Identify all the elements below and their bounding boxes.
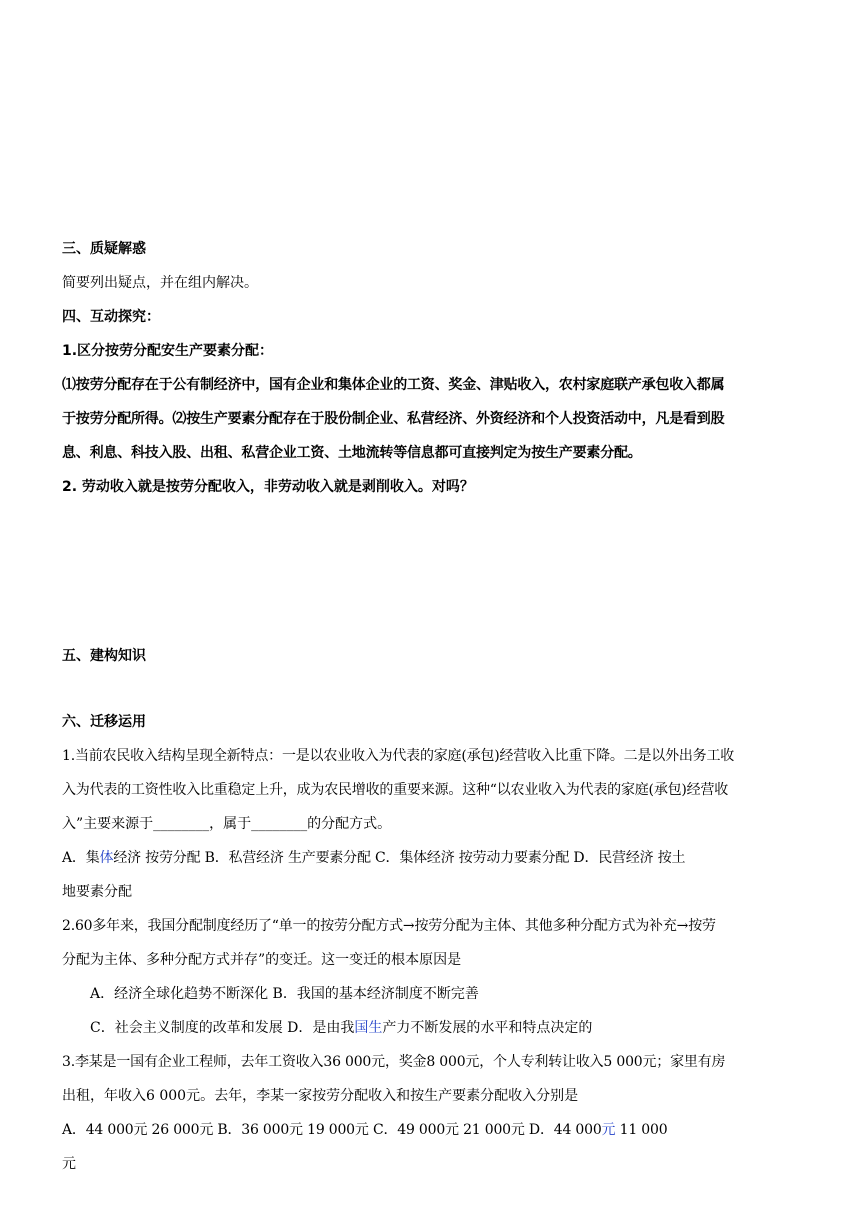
- q1-option-a-highlight: 体: [99, 850, 114, 866]
- section-3-title: 三、质疑解惑: [62, 241, 146, 257]
- q2-options-cd: [90, 1018, 592, 1038]
- q3-line-1: 3.李某是一国有企业工程师，去年工资收入36 000元，奖金8 000元，个人专利转让收入5 000元；家里有房: [62, 1054, 726, 1070]
- q3-options-prefix: A．44 000元 26 000元 B．36 000元 19 000元 C．49 000元 21 000元 D．44 000: [62, 1122, 602, 1138]
- q2-option-d-rest: 产力不断发展的水平和特点决定的: [382, 1020, 593, 1036]
- section-4-title: 四、互动探究：: [62, 309, 160, 325]
- q3-options: [62, 1120, 667, 1140]
- section-6-title: 六、迁移运用: [62, 714, 146, 730]
- q3-line-4: 元: [62, 1156, 76, 1172]
- q1-options-rest: 经济 按劳分配 B．私营经济 生产要素分配 C．集体经济 按劳动力要素分配 D．民营经济 按土: [113, 850, 686, 866]
- section-4-paragraph-line-2: 于按劳分配所得。⑵按生产要素分配存在于股份制企业、私营经济、外资经济和个人投资活动中，凡是看到股: [62, 411, 725, 427]
- q3-option-d-highlight: 元: [601, 1122, 616, 1138]
- q3-line-2: 出租，年收入6 000元。去年，李某一家按劳分配收入和按生产要素分配收入分别是: [62, 1088, 579, 1104]
- section-5-title: 五、建构知识: [62, 648, 146, 664]
- q1-line-1: 1.当前农民收入结构呈现全新特点：一是以农业收入为代表的家庭(承包)经营收入比重下降。二是以外出务工收: [62, 748, 735, 764]
- section-4-paragraph-line-3: 息、利息、科技入股、出租、私营企业工资、土地流转等信息都可直接判定为按生产要素分配。: [62, 445, 642, 461]
- q2-options-ab: A．经济全球化趋势不断深化 B．我国的基本经济制度不断完善: [90, 986, 479, 1002]
- section-4-paragraph-line-1: ⑴按劳分配存在于公有制经济中，国有企业和集体企业的工资、奖金、津贴收入，农村家庭联产承包收入都属: [62, 377, 725, 393]
- section-3-body: 简要列出疑点，并在组内解决。: [62, 275, 258, 291]
- q1-line-2: 入为代表的工资性收入比重稳定上升，成为农民增收的重要来源。这种“以农业收入为代表的家庭(承包)经营收: [62, 782, 729, 798]
- section-4-question-1: 1.区分按劳分配安生产要素分配：: [62, 343, 274, 359]
- q2-option-d-highlight: 国生: [354, 1020, 383, 1036]
- q2-option-cd-prefix: C．社会主义制度的改革和发展 D．是由我: [90, 1020, 355, 1036]
- q1-line-5: 地要素分配: [62, 884, 132, 900]
- q1-option-a-prefix: A．集: [62, 850, 100, 866]
- q2-line-1: 2.60多年来，我国分配制度经历了“单一的按劳分配方式→按劳分配为主体、其他多种分配方式为补充→按劳: [62, 918, 716, 934]
- q2-line-2: 分配为主体、多种分配方式并存”的变迁。这一变迁的根本原因是: [62, 952, 462, 968]
- q1-line-3: 入”主要来源于________，属于________的分配方式。: [62, 816, 392, 832]
- q3-options-rest: 11 000: [615, 1122, 668, 1138]
- section-4-question-2: 2. 劳动收入就是按劳分配收入，非劳动收入就是剥削收入。对吗？: [62, 479, 474, 495]
- q1-options: [62, 848, 685, 868]
